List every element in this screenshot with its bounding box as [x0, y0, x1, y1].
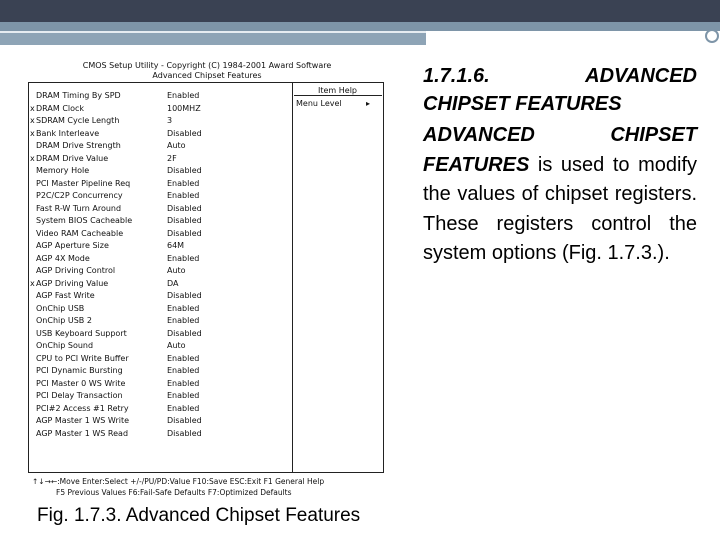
setting-value[interactable]: Disabled: [167, 291, 202, 300]
setting-value[interactable]: Enabled: [167, 178, 200, 188]
setting-label: SDRAM Cycle Length: [36, 116, 120, 125]
setting-value[interactable]: Auto: [167, 141, 186, 150]
setting-label: System BIOS Cacheable: [36, 216, 133, 225]
setting-label: USB Keyboard Support: [36, 328, 127, 338]
bios-title: [26, 61, 388, 81]
setting-value[interactable]: Enabled: [167, 316, 200, 325]
setting-value[interactable]: Disabled: [167, 216, 202, 225]
setting-label: AGP Driving Value: [36, 278, 109, 288]
setting-label: DRAM Timing By SPD: [36, 91, 121, 100]
setting-label: P2C/C2P Concurrency: [36, 191, 123, 200]
setting-value[interactable]: Disabled: [167, 166, 202, 175]
setting-value[interactable]: Disabled: [167, 203, 202, 213]
setting-value[interactable]: Disabled: [167, 416, 202, 425]
setting-locked-mark: x: [30, 103, 35, 113]
setting-value[interactable]: 100MHZ: [167, 103, 201, 113]
setting-value[interactable]: Disabled: [167, 428, 202, 438]
setting-label: Memory Hole: [36, 166, 90, 175]
bios-title-line2: Advanced Chipset Features: [152, 71, 262, 80]
setting-label: PCI Delay Transaction: [36, 391, 123, 400]
setting-label: AGP Fast Write: [36, 291, 95, 300]
setting-value[interactable]: Enabled: [167, 91, 200, 100]
setting-label: DRAM Drive Strength: [36, 141, 121, 150]
setting-value[interactable]: DA: [167, 278, 179, 288]
setting-label: CPU to PCI Write Buffer: [36, 353, 129, 363]
setting-value[interactable]: Enabled: [167, 353, 200, 363]
body-paragraph: [423, 121, 697, 269]
top-decor-stripe-tail: [0, 31, 426, 45]
setting-value[interactable]: Auto: [167, 341, 186, 350]
bios-screenshot: [26, 53, 388, 497]
top-decor-highlight: [0, 31, 426, 33]
setting-value[interactable]: Disabled: [167, 228, 202, 238]
setting-label: Bank Interleave: [36, 128, 100, 138]
top-decor-stripe: [0, 22, 720, 31]
setting-value[interactable]: Enabled: [167, 391, 200, 400]
setting-label: PCI#2 Access #1 Retry: [36, 403, 129, 413]
setting-value[interactable]: 3: [167, 116, 173, 125]
setting-value[interactable]: Enabled: [167, 191, 200, 200]
setting-label: DRAM Clock: [36, 103, 85, 113]
setting-label: Fast R-W Turn Around: [36, 203, 122, 213]
setting-label: AGP Master 1 WS Write: [36, 416, 130, 425]
setting-value[interactable]: 2F: [167, 153, 177, 163]
setting-label: OnChip USB 2: [36, 316, 92, 325]
top-decor-bar: [0, 0, 720, 22]
setting-value[interactable]: Disabled: [167, 328, 202, 338]
setting-label: AGP Driving Control: [36, 266, 116, 275]
setting-value[interactable]: Enabled: [167, 366, 200, 375]
section-heading-line1: 1.7.1.6. ADVANCED: [423, 65, 697, 87]
setting-value[interactable]: 64M: [167, 241, 185, 250]
figure-caption: Fig. 1.7.3. Advanced Chipset Features: [37, 505, 361, 526]
menu-level-label: Menu Level: [296, 99, 342, 108]
setting-locked-mark: x: [30, 153, 35, 163]
setting-label: PCI Master Pipeline Req: [36, 178, 131, 188]
bios-footer-keys: ↑↓→←:Move Enter:Select +/-/PU/PD:Value F10:Save ESC:Exit F1 General Help: [32, 477, 325, 486]
paragraph-bold-term: ADVANCED CHIPSET FEATURES: [423, 124, 697, 176]
setting-value[interactable]: Disabled: [167, 128, 202, 138]
setting-label: AGP Master 1 WS Read: [36, 428, 129, 438]
setting-label: AGP Aperture Size: [36, 241, 109, 250]
setting-label: AGP 4X Mode: [36, 253, 90, 263]
setting-locked-mark: x: [30, 128, 35, 138]
setting-locked-mark: x: [30, 278, 35, 288]
section-heading-line2: CHIPSET FEATURES: [423, 93, 622, 115]
menu-level-arrow-icon: ▸: [366, 99, 371, 108]
setting-value[interactable]: Enabled: [167, 303, 200, 313]
setting-value[interactable]: Enabled: [167, 403, 200, 413]
decor-circle-icon: [705, 29, 719, 43]
setting-locked-mark: x: [30, 116, 35, 125]
setting-label: OnChip Sound: [36, 341, 94, 350]
setting-label: DRAM Drive Value: [36, 153, 109, 163]
bios-title-line1: CMOS Setup Utility - Copyright (C) 1984-2001 Award Software: [82, 61, 332, 70]
setting-value[interactable]: Auto: [167, 266, 186, 275]
bios-footer-defaults: F5 Previous Values F6:Fail-Safe Defaults F7:Optimized Defaults: [56, 488, 292, 497]
bios-divider: [292, 82, 293, 473]
setting-label: PCI Dynamic Bursting: [36, 366, 123, 375]
setting-label: PCI Master 0 WS Write: [36, 378, 126, 388]
item-help-underline: [294, 95, 382, 96]
paragraph-text: is used to modify the values of chipset registers. These registers control the system options (Fig. 1.7.3.).: [423, 153, 697, 264]
item-help-title: Item Help: [318, 86, 357, 95]
setting-label: OnChip USB: [36, 303, 85, 313]
setting-value[interactable]: Enabled: [167, 253, 200, 263]
setting-value[interactable]: Enabled: [167, 378, 200, 388]
setting-label: Video RAM Cacheable: [36, 228, 124, 238]
